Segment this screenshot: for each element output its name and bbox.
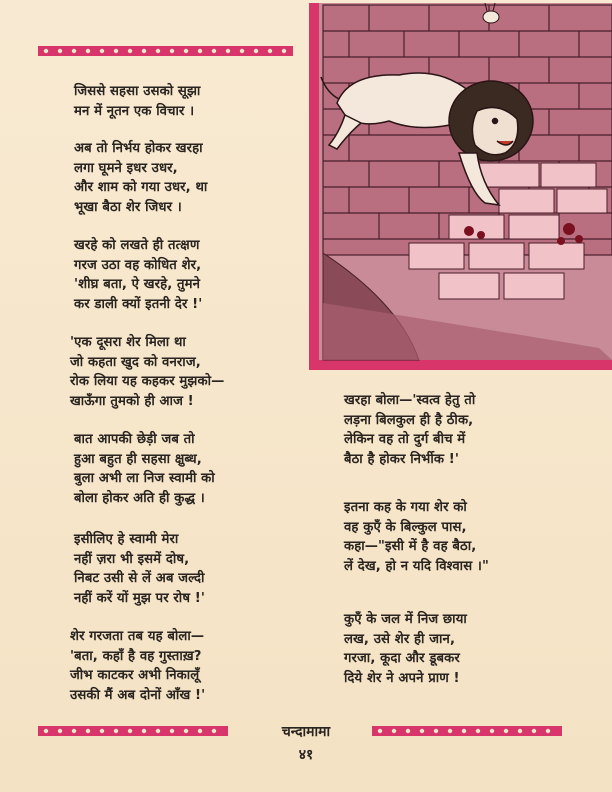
verse-line: दिये शेर ने अपने प्राण ! (344, 670, 460, 686)
verse-line: निबट उसी से लें अब जल्दी (74, 571, 205, 587)
verse-line: खाऊँगा तुमको ही आज ! (70, 393, 194, 409)
verse-line: कर डाली क्यों इतनी देर !' (74, 296, 203, 312)
verse-line: इसीलिए हे स्वामी मेरा (74, 532, 179, 547)
verse-line: नहीं ज़रा भी इसमें दोष, (74, 551, 190, 567)
stanza-left-4 (70, 333, 224, 411)
stanza-left-6 (74, 530, 205, 608)
stanza-right-2 (344, 498, 489, 576)
verse-line: अब तो निर्भय होकर खरहा (74, 141, 203, 156)
verse-line: और शाम को गया उधर, था (74, 180, 208, 196)
stanza-right-3 (344, 610, 467, 688)
verse-line: उसकी मैं अब दोनों आँख !' (70, 687, 206, 703)
lion-well-illustration (309, 3, 612, 370)
magazine-name: चन्दामामा (281, 724, 331, 740)
verse-line: जीभ काटकर अभी निकालूँ (70, 668, 200, 684)
verse-line: खरहा बोला—'स्वत्व हेतु तो (344, 393, 476, 408)
verse-line: भूखा बैठा शेर जिधर । (74, 199, 182, 215)
verse-line: जो कहता खुद को वनराज, (70, 354, 201, 370)
stanza-left-7 (70, 627, 205, 705)
verse-line: बोला होकर अति ही कुद्ध । (74, 490, 205, 506)
verse-line: लड़ना बिलकुल ही है ठीक, (344, 412, 474, 428)
verse-line: 'एक दूसरा शेर मिला था (70, 335, 186, 350)
verse-line: रोक लिया यह कहकर मुझको— (70, 374, 225, 390)
verse-line: लगा घूमने इधर उधर, (74, 160, 178, 176)
verse-line: 'शीघ्र बता, ऐ खरहे, तुमने (74, 277, 201, 293)
page-number: ४१ (298, 747, 314, 763)
verse-line: लख, उसे शेर ही जान, (344, 631, 456, 647)
verse-line: बात आपकी छेड़ी जब तो (74, 432, 195, 447)
verse-line: मन में नूतन एक विचार । (74, 103, 195, 119)
verse-line: 'बता, कहाँ है वह गुस्ताख़? (70, 648, 202, 664)
stanza-right-1 (344, 391, 475, 469)
verse-line: जिससे सहसा उसको सूझा (74, 84, 201, 99)
verse-line: लें देख, हो न यदि विश्वास ।" (344, 558, 489, 574)
verse-line: कहा—"इसी में है वह बैठा, (344, 539, 477, 555)
stanza-left-3 (74, 236, 202, 314)
verse-line: वह कुएँ के बिल्कुल पास, (344, 519, 467, 535)
verse-line: लेकिन वह तो दुर्ग बीच में (344, 432, 466, 448)
verse-line: कुएँ के जल में निज छाया (344, 612, 467, 627)
verse-line: गरजा, कूदा और डूबकर (344, 651, 460, 667)
verse-line: बुला अभी ला निज स्वामी को (74, 471, 215, 487)
stanza-left-1 (74, 82, 200, 121)
verse-line: इतना कह के गया शेर को (344, 500, 467, 515)
verse-line: खरहे को लखते ही तत्क्षण (74, 238, 200, 253)
stanza-left-5 (74, 430, 215, 508)
stanza-left-2 (74, 139, 207, 217)
verse-line: हुआ बहुत ही सहसा क्षुब्ध, (74, 451, 202, 467)
top-decorative-border (38, 46, 293, 56)
verse-line: गरज उठा वह कोधित शेर, (74, 257, 202, 273)
verse-line: शेर गरजता तब यह बोला— (70, 629, 205, 644)
verse-line: बैठा है होकर निर्भीक !' (344, 451, 460, 467)
verse-line: नहीं करें यों मुझ पर रोष !' (74, 590, 205, 606)
